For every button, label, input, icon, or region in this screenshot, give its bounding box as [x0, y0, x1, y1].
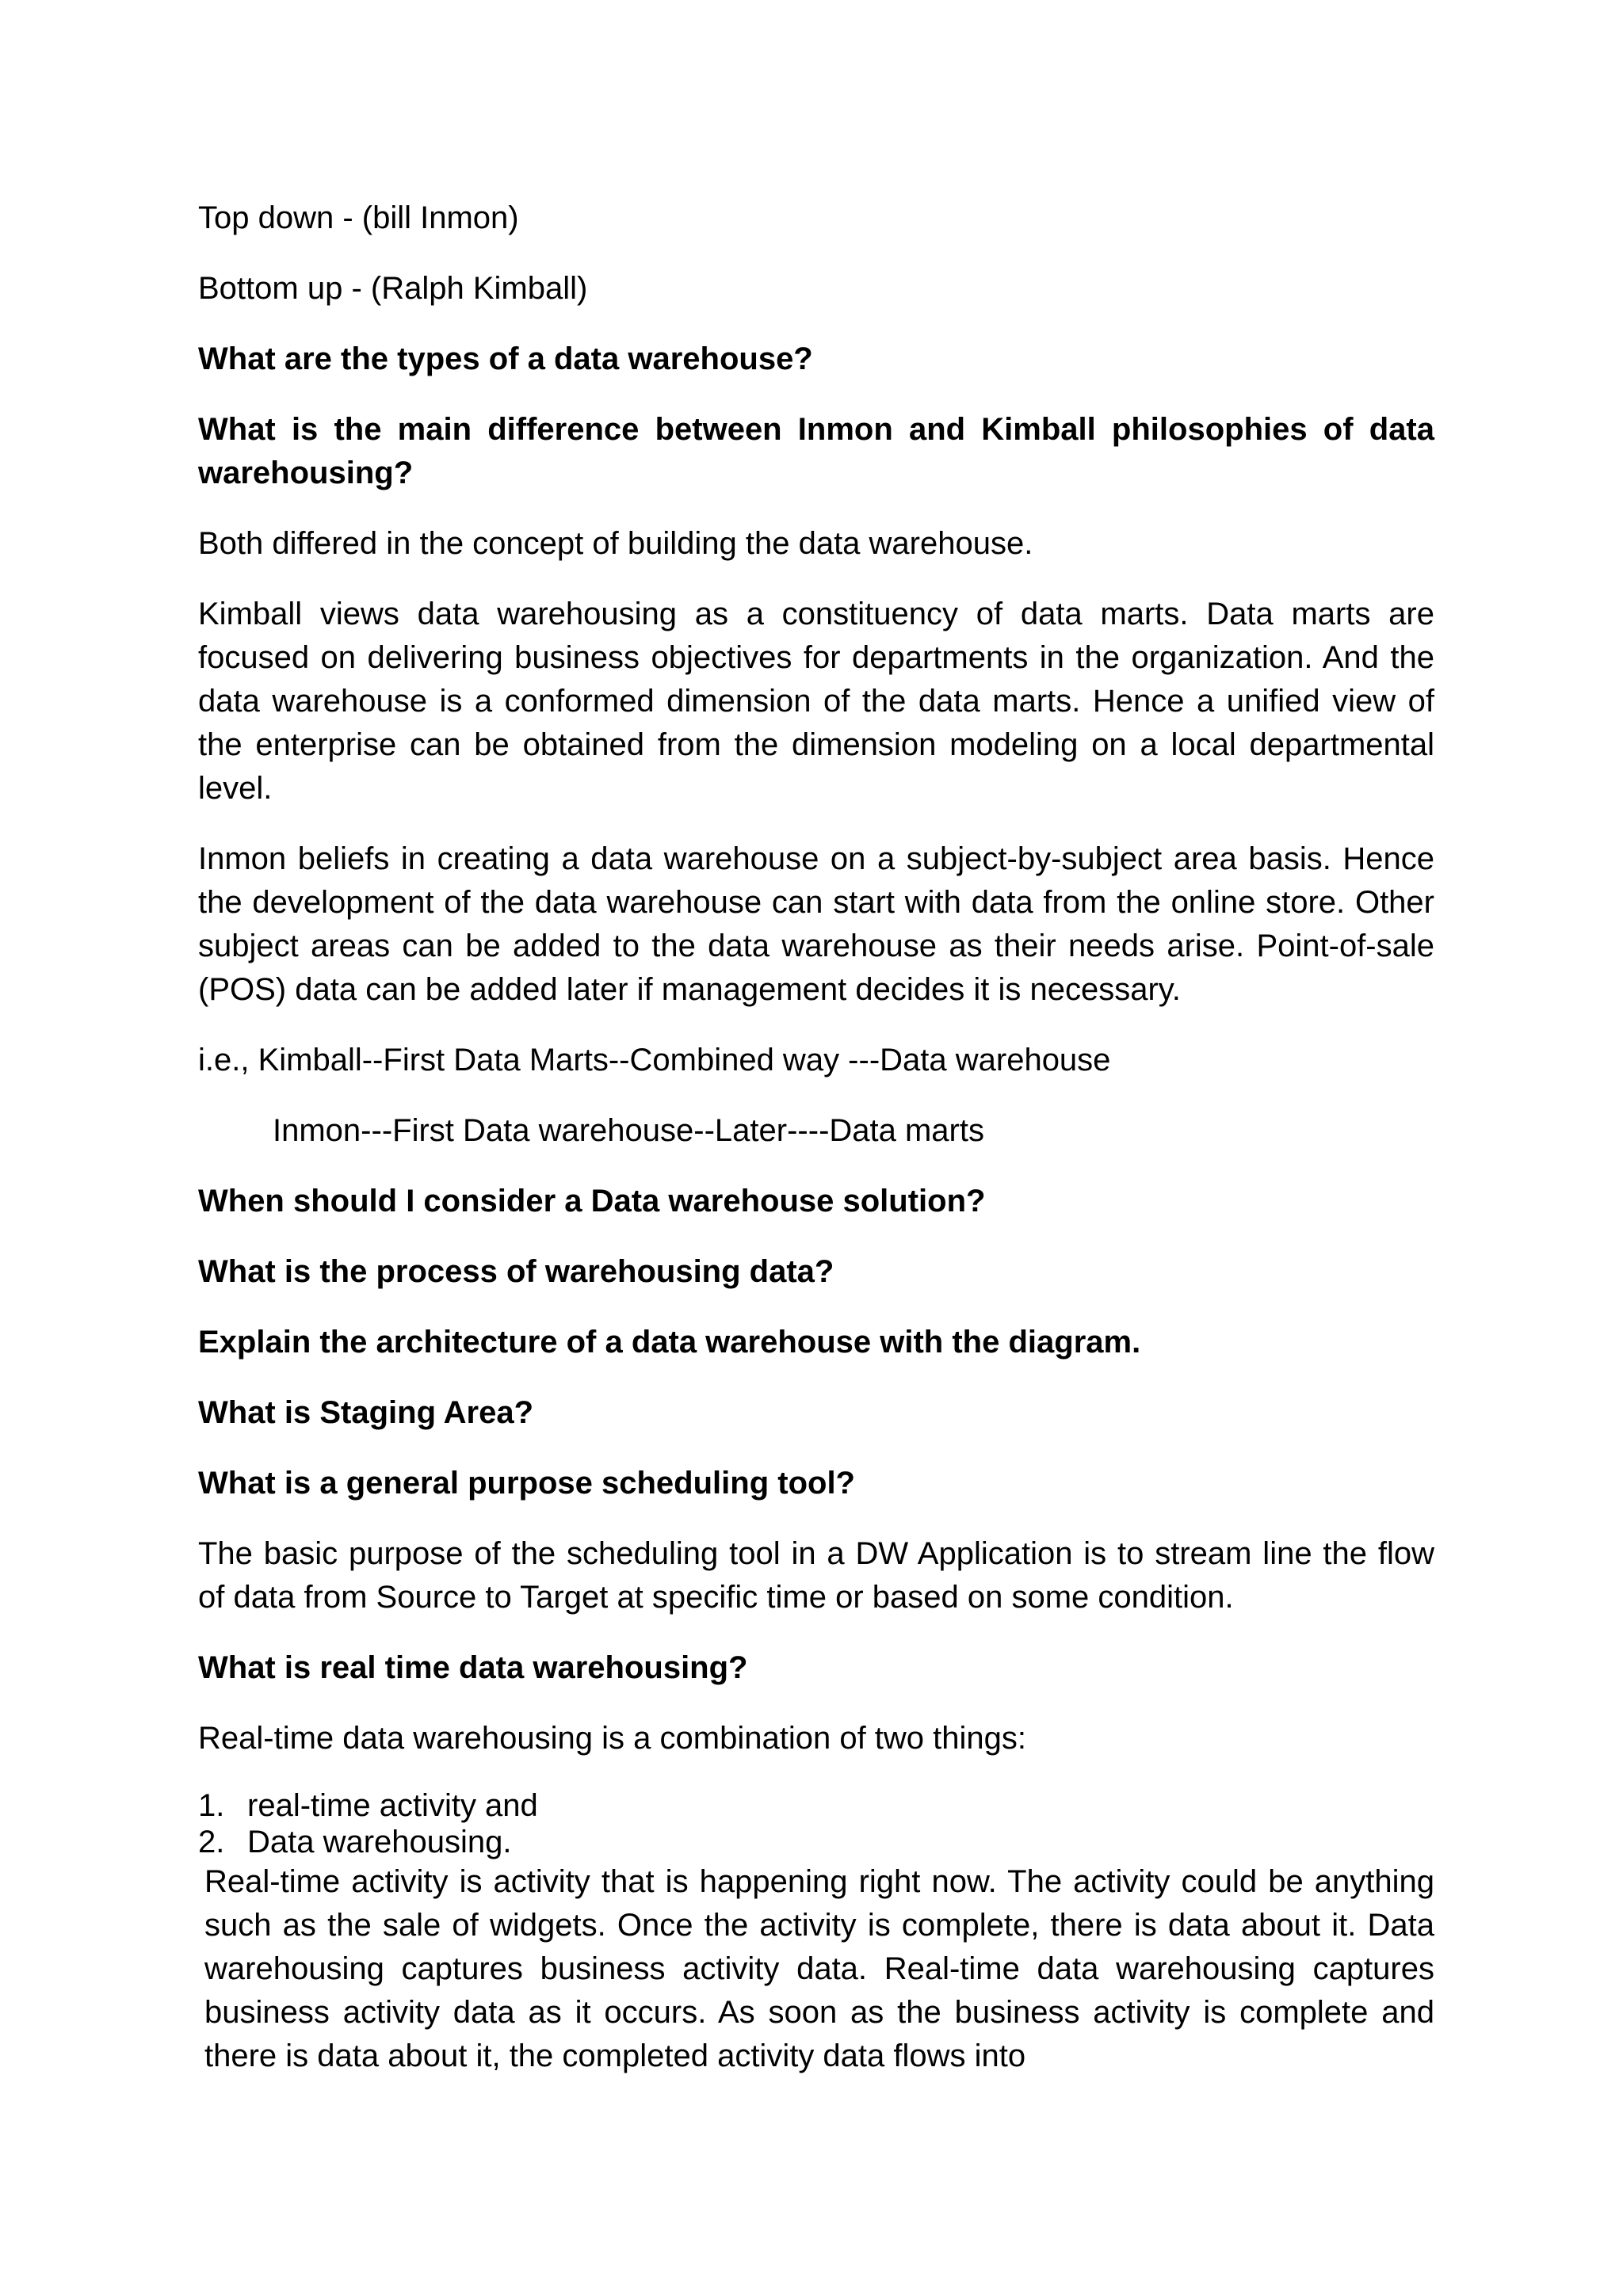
paragraph-realtime-intro: Real-time data warehousing is a combination of two things:	[198, 1721, 1026, 1756]
list-text: Data warehousing.	[247, 1825, 512, 1859]
paragraph-kimball: Kimball views data warehousing as a constituency of data marts. Data marts are focused on delivering business objectives for departments in the organization. And the data warehouse is a conformed dimension of the data marts. Hence a unified view of the enterprise can be obtained from the dimension modeling on a local departmental level.	[198, 597, 1434, 806]
question-realtime: What is real time data warehousing?	[198, 1650, 748, 1685]
question-process: What is the process of warehousing data?	[198, 1254, 834, 1289]
list-number: 2.	[198, 1825, 225, 1859]
paragraph-realtime-body: Real-time activity is activity that is happening right now. The activity could be anything such as the sale of widgets. Once the activity is complete, there is data about it. Data warehousing captures business activity data. Real-time data warehousing captures business activity data as it occurs. As soon as the business activity is complete and there is data about it, the completed activity data flows into	[204, 1864, 1434, 2073]
paragraph-scheduling: The basic purpose of the scheduling tool in a DW Application is to stream line the flow of data from Source to Target at specific time or based on some condition.	[198, 1536, 1434, 1615]
paragraph-both: Both differed in the concept of building the data warehouse.	[198, 526, 1033, 561]
ie-kimball-line: i.e., Kimball--First Data Marts--Combined way ---Data warehouse	[198, 1043, 1111, 1077]
list-item	[198, 1787, 1434, 1824]
question-staging: What is Staging Area?	[198, 1395, 534, 1430]
question-architecture: Explain the architecture of a data warehouse with the diagram.	[198, 1325, 1141, 1360]
question-scheduling: What is a general purpose scheduling tool?	[198, 1466, 855, 1501]
question-difference: What is the main difference between Inmon and Kimball philosophies of data warehousing?	[198, 412, 1434, 490]
bottom-up-line: Bottom up - (Ralph Kimball)	[198, 271, 588, 306]
question-types: What are the types of a data warehouse?	[198, 341, 813, 376]
realtime-list	[198, 1787, 1434, 1860]
top-down-line: Top down - (bill Inmon)	[198, 200, 519, 235]
inmon-order-line: Inmon---First Data warehouse--Later----Data marts	[273, 1113, 984, 1148]
question-when: When should I consider a Data warehouse solution?	[198, 1184, 986, 1219]
document-page	[198, 196, 1434, 2078]
paragraph-inmon: Inmon beliefs in creating a data warehouse on a subject-by-subject area basis. Hence the development of the data warehouse can start with data from the online store. Other subject areas can be added to the data warehouse as their needs arise. Point-of-sale (POS) data can be added later if management decides it is necessary.	[198, 841, 1434, 1007]
list-text: real-time activity and	[247, 1788, 538, 1823]
list-number: 1.	[198, 1788, 225, 1823]
list-item	[198, 1824, 1434, 1860]
